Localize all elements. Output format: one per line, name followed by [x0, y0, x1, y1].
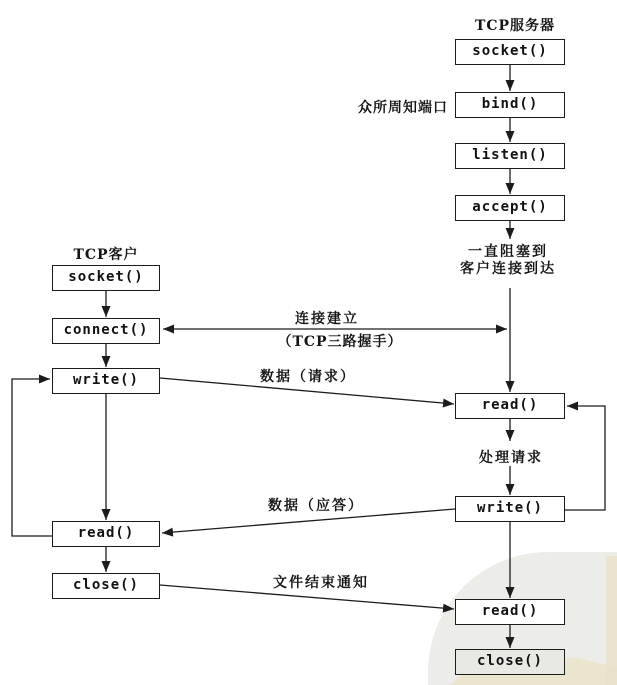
server-node-write: write()	[455, 496, 565, 522]
client-node-socket: socket()	[52, 265, 160, 291]
client-node-write: write()	[52, 368, 160, 394]
label-block-until	[460, 244, 556, 278]
client-node-read: read()	[52, 521, 160, 547]
server-node-read2: read()	[455, 599, 565, 625]
client-title: TCP客户	[73, 247, 139, 263]
label-block-until-line1: 一直阻塞到	[468, 244, 548, 260]
label-data-request: 数据（请求）	[260, 369, 356, 385]
label-data-reply: 数据（应答）	[268, 498, 364, 514]
arrow-client-loop	[12, 379, 52, 536]
label-eof-notification: 文件结束通知	[273, 575, 369, 591]
server-node-socket: socket()	[455, 39, 565, 65]
label-well-known-port: 众所周知端口	[358, 100, 448, 116]
label-connection-established: 连接建立	[295, 311, 359, 327]
label-three-way-handshake: （TCP三路握手）	[277, 334, 403, 350]
arrow-server-loop	[565, 406, 605, 510]
server-node-read1: read()	[455, 393, 565, 419]
label-block-until-line2: 客户连接到达	[460, 261, 556, 277]
server-node-close: close()	[455, 649, 565, 675]
server-title: TCP服务器	[474, 18, 556, 34]
server-node-listen: listen()	[455, 143, 565, 169]
client-node-connect: connect()	[52, 318, 160, 344]
server-node-bind: bind()	[455, 92, 565, 118]
client-node-close: close()	[52, 573, 160, 599]
label-process-request: 处理请求	[479, 450, 543, 466]
server-node-accept: accept()	[455, 195, 565, 221]
